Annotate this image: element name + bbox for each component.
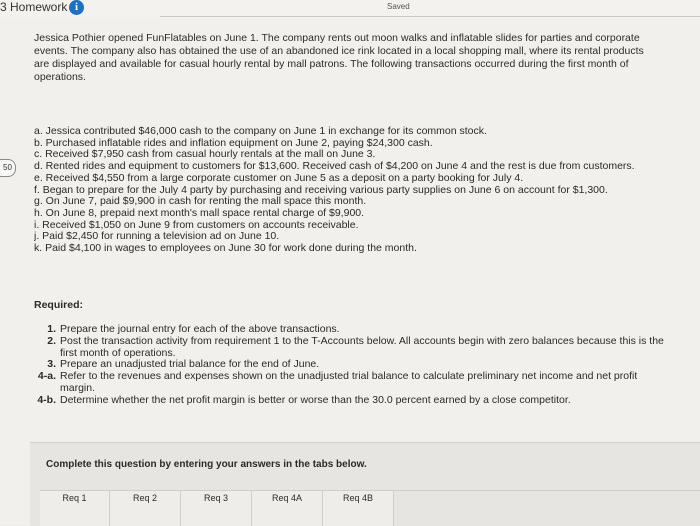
intro-line: Jessica Pothier opened FunFlatables on June 1. The company rents out moon walks and inflatable slides for parties and corporate — [34, 32, 640, 44]
required-item — [34, 359, 700, 371]
tab-req-3[interactable] — [181, 491, 252, 526]
transaction-item: b. Purchased inflatable rides and inflation equipment on June 2, paying $24,300 cash. — [34, 137, 433, 149]
required-continuation: first month of operations. — [60, 346, 176, 359]
points-badge: 50 — [0, 159, 16, 177]
required-number: 4-a. — [37, 370, 56, 383]
required-list — [34, 324, 700, 407]
required-text: Prepare an unadjusted trial balance for the end of June. — [60, 359, 320, 371]
tab-label: Req 4B — [342, 493, 374, 503]
required-number: 3. — [47, 358, 56, 371]
required-heading: Required: — [34, 299, 84, 311]
transaction-list — [34, 126, 700, 255]
required-continuation: margin. — [60, 381, 96, 394]
transaction-item: j. Paid $2,450 for running a television ad on June 10. — [34, 231, 280, 243]
transaction-item: f. Began to prepare for the July 4 party by purchasing and receiving various party supplies on June 6 on account for $1,300. — [34, 184, 608, 196]
transaction-item: k. Paid $4,100 in wages to employees on June 30 for work done during the month. — [34, 243, 417, 255]
required-number: 2. — [47, 334, 56, 347]
required-text: Determine whether the net profit margin is better or worse than the 30.0 percent earned by a close competitor. — [60, 394, 571, 406]
answer-instruction: Complete this question by entering your answers in the tabs below. — [46, 459, 367, 470]
tab-req-4b[interactable] — [323, 491, 394, 526]
tab-req-2[interactable] — [110, 491, 181, 526]
question-intro — [34, 32, 700, 84]
required-item — [34, 324, 700, 336]
transaction-item: i. Received $1,050 on June 9 from customers on accounts receivable. — [34, 219, 359, 231]
header-divider — [160, 16, 700, 17]
required-item — [34, 395, 700, 407]
transaction-item: d. Rented rides and equipment to customers for $13,600. Received cash of $4,200 on June 4 and the rest is due from customers. — [34, 161, 635, 173]
required-number: 1. — [47, 323, 56, 335]
tab-label: Req 3 — [203, 493, 229, 503]
intro-line: operations. — [34, 71, 86, 83]
top-bar — [0, 0, 700, 18]
required-text: Refer to the revenues and expenses shown on the unadjusted trial balance to calculate preliminary net income and net profit — [60, 371, 638, 383]
required-item — [34, 336, 700, 348]
required-item — [34, 371, 700, 383]
info-icon[interactable]: i — [69, 0, 84, 15]
transaction-item: h. On June 8, prepaid next month's mall space rental charge of $9,900. — [34, 207, 365, 219]
transaction-item: g. On June 7, paid $9,900 in cash for renting the mall space this month. — [34, 196, 367, 208]
tab-req-4a[interactable] — [252, 491, 323, 526]
intro-line: are displayed and available for casual hourly rental by mall patrons. The following transactions occurred during the first month of — [34, 58, 629, 70]
tab-req-1[interactable] — [40, 491, 110, 526]
tab-label: Req 1 — [62, 493, 87, 503]
assignment-title: 3 Homework — [0, 0, 68, 14]
required-text: Post the transaction activity from requirement 1 to the T-Accounts below. All accounts begin with zero balances because this is the — [60, 335, 664, 347]
requirement-tabs — [40, 490, 700, 526]
transaction-item: a. Jessica contributed $46,000 cash to the company on June 1 in exchange for its common stock. — [34, 126, 487, 137]
saved-status: Saved — [387, 2, 410, 11]
transaction-item: c. Received $7,950 cash from casual hourly rentals at the mall on June 3. — [34, 149, 376, 161]
required-text: Prepare the journal entry for each of the above transactions. — [60, 324, 340, 335]
tab-label: Req 2 — [132, 493, 158, 503]
intro-line: events. The company also has obtained the use of an abandoned ice rink located in a local shopping mall, where its rental products — [34, 45, 644, 57]
required-number: 4-b. — [37, 393, 56, 406]
tab-label: Req 4A — [271, 493, 303, 503]
transaction-item: e. Received $4,550 from a large corporate customer on June 5 as a deposit on a party booking for July 4. — [34, 172, 524, 184]
